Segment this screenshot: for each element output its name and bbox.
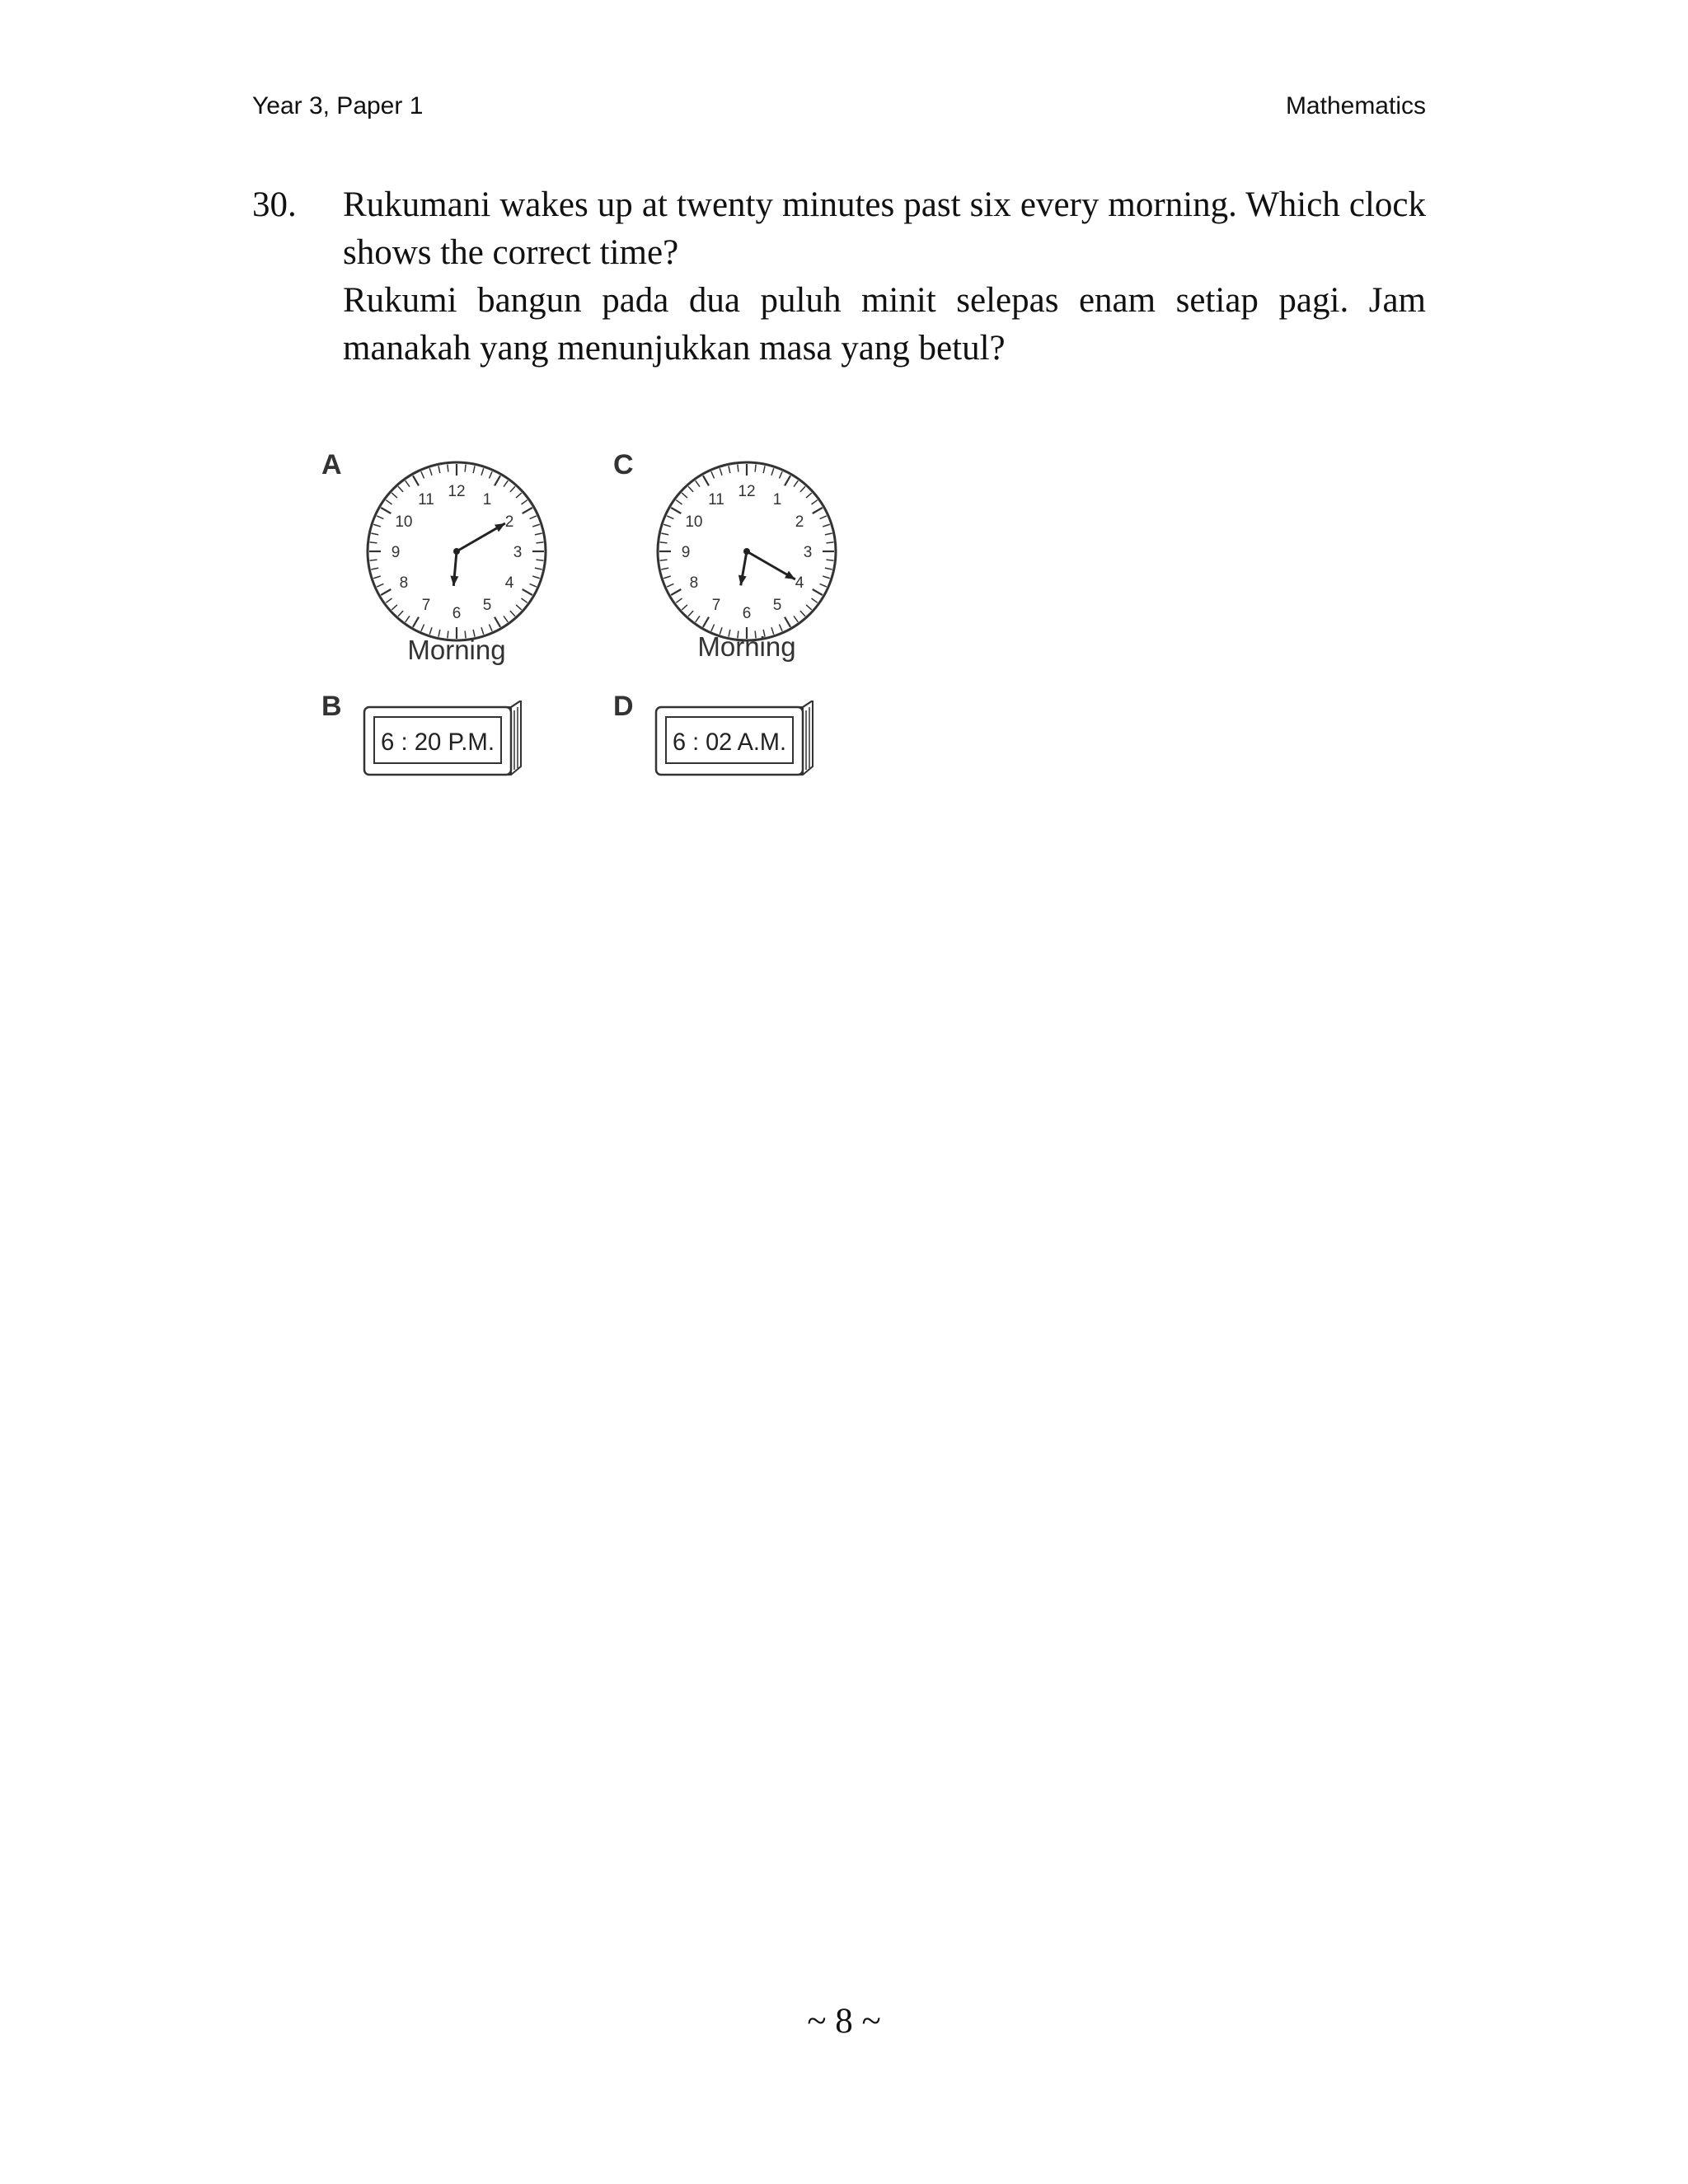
option-c-numeral: 5 — [772, 597, 782, 615]
option-a-numeral: 2 — [504, 513, 514, 531]
option-c-tick — [826, 542, 833, 543]
option-a-tick — [370, 542, 377, 543]
option-c-numeral: 2 — [795, 513, 804, 531]
option-a-center-pin — [453, 548, 460, 555]
option-c-numeral: 12 — [738, 483, 756, 500]
question-number: 30. — [252, 185, 297, 224]
option-c-numeral: 11 — [708, 490, 724, 509]
option-d-digital-clock — [654, 701, 819, 778]
option-a-numeral: 12 — [448, 483, 466, 500]
option-a-numeral: 10 — [395, 513, 413, 531]
option-c-numeral: 8 — [689, 574, 699, 592]
option-c-numeral: 4 — [795, 574, 804, 592]
option-c-tick — [660, 542, 668, 543]
option-a-numeral: 1 — [482, 490, 492, 509]
header-left: Year 3, Paper 1 — [252, 92, 424, 120]
option-c-numeral: 3 — [803, 544, 813, 561]
option-c-center-pin — [743, 548, 750, 555]
question-malay: Rukumi bangun pada dua puluh minit selepas enam setiap pagi. Jam manakah yang menunjukkan masa yang betul? — [343, 281, 1426, 368]
option-c-tick — [755, 465, 756, 472]
option-a-numeral: 7 — [421, 597, 431, 615]
option-a-numeral: 6 — [452, 605, 462, 622]
option-c-numeral: 6 — [742, 605, 752, 622]
option-c-caption: Morning — [697, 631, 796, 662]
option-a-numeral: 5 — [482, 597, 492, 615]
option-b-time-display: 6 : 20 P.M. — [381, 729, 495, 756]
option-a-tick — [536, 542, 543, 543]
option-a-tick — [465, 465, 466, 472]
option-a-caption: Morning — [407, 635, 506, 665]
header-right: Mathematics — [1285, 92, 1426, 120]
option-a-numeral: 3 — [513, 544, 523, 561]
option-a-letter: A — [321, 449, 342, 480]
option-b-letter: B — [321, 691, 342, 722]
option-c-numeral: 1 — [772, 490, 782, 509]
option-a-numeral: 9 — [391, 544, 401, 561]
option-b-digital-clock — [363, 701, 528, 778]
option-a-analog-clock — [363, 457, 551, 645]
option-d-letter: D — [613, 691, 634, 722]
option-c-analog-clock — [653, 457, 841, 645]
option-a-numeral: 11 — [418, 490, 434, 509]
option-a-numeral: 4 — [504, 574, 514, 592]
page-number: ~ 8 ~ — [807, 2002, 881, 2041]
question-english: Rukumani wakes up at twenty minutes past six every morning. Which clock shows the correct time? — [343, 185, 1426, 272]
option-c-numeral: 10 — [685, 513, 703, 531]
option-c-letter: C — [613, 449, 634, 480]
option-c-numeral: 7 — [711, 597, 721, 615]
option-c-numeral: 9 — [681, 544, 691, 561]
question-text — [343, 181, 1426, 373]
option-a-numeral: 8 — [399, 574, 409, 592]
option-d-time-display: 6 : 02 A.M. — [673, 729, 786, 756]
